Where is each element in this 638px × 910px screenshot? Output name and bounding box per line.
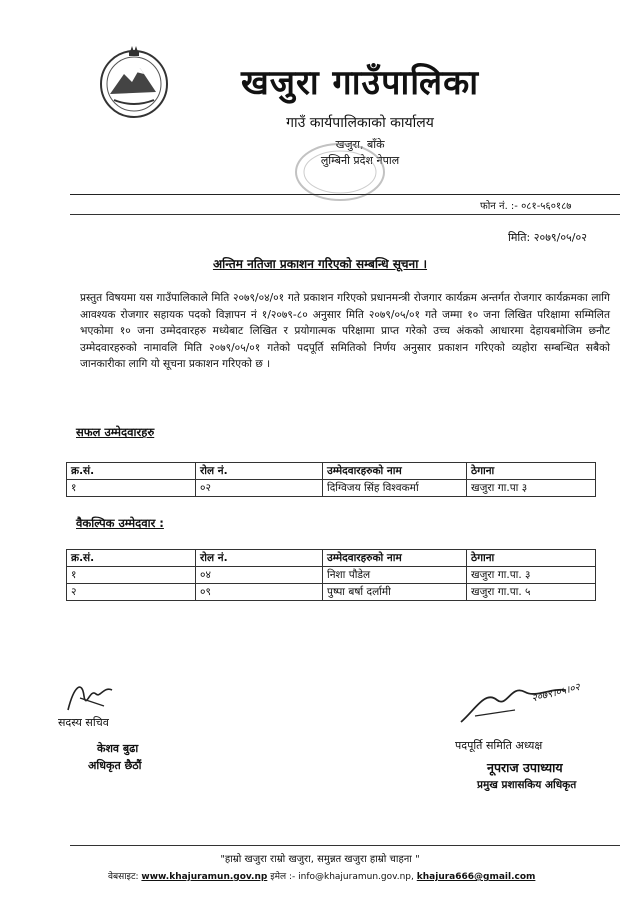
table-row: [67, 584, 596, 601]
left-signatory-role: सदस्य सचिव: [58, 716, 109, 729]
left-signature-icon: [60, 676, 130, 716]
col-roll: रोल नं.: [196, 463, 323, 480]
cell-name: निशा पौडेल: [323, 567, 467, 584]
cell-address: खजुरा गा.पा ३: [467, 480, 596, 497]
cell-sn: १: [67, 567, 196, 584]
alternate-table: [66, 549, 596, 601]
email-label: इमेल :-: [270, 872, 296, 882]
right-signatory-name: नूपराज उपाध्याय: [487, 760, 563, 775]
email-2-link[interactable]: khajura666@gmail.com: [416, 872, 536, 882]
header-divider: [70, 194, 620, 195]
address-line-2: लुम्बिनी प्रदेश नेपाल: [320, 154, 400, 167]
cell-sn: २: [67, 584, 196, 601]
left-signatory-name: केशव बुढा: [97, 742, 139, 755]
cell-roll: ०४: [196, 567, 323, 584]
alternate-heading: वैकल्पिक उम्मेदवार :: [76, 516, 164, 530]
col-sn: क्र.सं.: [67, 550, 196, 567]
email-1[interactable]: info@khajuramun.gov.np,: [298, 872, 414, 882]
right-signature-icon: [455, 670, 605, 740]
signature-date: २०७९।०५।०२: [530, 682, 582, 705]
right-signatory-title: प्रमुख प्रशासकिय अधिकृत: [477, 779, 577, 791]
cell-name: पुष्पा बर्षा दर्लामी: [323, 584, 467, 601]
footer-contact: [108, 869, 535, 882]
successful-table: [66, 462, 596, 497]
col-address: ठेगाना: [467, 550, 596, 567]
footer-divider: [70, 845, 620, 846]
notice-title: अन्तिम नतिजा प्रकाशन गरिएको सम्बन्धि सूचना ।: [212, 257, 428, 271]
notice-body: प्रस्तुत विषयमा यस गाउँपालिकाले मिति २०७९/०४/०१ गते प्रकाशन गरिएको प्रधानमन्त्री रोजगार कार्यक्रम अन्तर्गत रोजगार कार्यक्रमका लागि आवश्यक रोजगार सहायक पदको विज्ञापन नं १/२०७९-८० अनुसार मिति २०७९/०५/०१ गते जम्मा १० जना लिखित परिक्षामा सम्मिलित भएकोमा १० जना उम्मेदवारहरु मध्येबाट लिखित र प्रयोगात्मक परिक्षामा प्राप्त गरेको उच्च अंकको आधारमा देहायबमोजिम छनौट उम्मेदवारहरुको नामावलि मिति २०७९/०५/०१ गतेको पदपूर्ति समितिको निर्णय अनुसार प्रकाशन गरिएको व्यहोरा सम्बन्धित सबैको जानकारीका लागि यो सूचना प्रकाशन गरिएको छ ।: [80, 292, 610, 370]
cell-address: खजुरा गा.पा. ५: [467, 584, 596, 601]
header-divider-2: [70, 214, 620, 215]
municipality-title: खजुरा गाउँपालिका: [240, 63, 480, 103]
col-name: उम्मेदवारहरुको नाम: [323, 463, 467, 480]
cell-name: दिग्विजय सिंह विश्वकर्मा: [323, 480, 467, 497]
successful-heading: सफल उम्मेदवारहरु: [76, 425, 155, 439]
right-signatory-role: पदपूर्ति समिति अध्यक्ष: [455, 739, 543, 752]
col-address: ठेगाना: [467, 463, 596, 480]
left-signatory-title: अधिकृत छैठौं: [88, 759, 142, 772]
table-header-row: [67, 463, 596, 480]
website-link[interactable]: www.khajuramun.gov.np: [141, 872, 268, 882]
phone-number: फोन नं. :- ०८१-५६०१८७: [480, 201, 572, 212]
website-label: वेबसाइट:: [108, 872, 139, 882]
table-row: [67, 567, 596, 584]
office-subtitle: गाउँ कार्यपालिकाको कार्यालय: [286, 115, 434, 131]
col-roll: रोल नं.: [196, 550, 323, 567]
table-row: [67, 480, 596, 497]
address-line-1: खजुरा, बाँके: [335, 138, 385, 151]
notice-date: मिति: २०७९/०५/०२: [508, 231, 587, 244]
footer-slogan: "हाम्रो खजुरा राम्रो खजुरा, समुन्नत खजुरा हाम्रो चाहना ": [220, 854, 420, 865]
cell-roll: ०९: [196, 584, 323, 601]
nepal-emblem-icon: [96, 44, 172, 120]
col-sn: क्र.सं.: [67, 463, 196, 480]
col-name: उम्मेदवारहरुको नाम: [323, 550, 467, 567]
cell-address: खजुरा गा.पा. ३: [467, 567, 596, 584]
cell-roll: ०२: [196, 480, 323, 497]
table-header-row: [67, 550, 596, 567]
cell-sn: १: [67, 480, 196, 497]
